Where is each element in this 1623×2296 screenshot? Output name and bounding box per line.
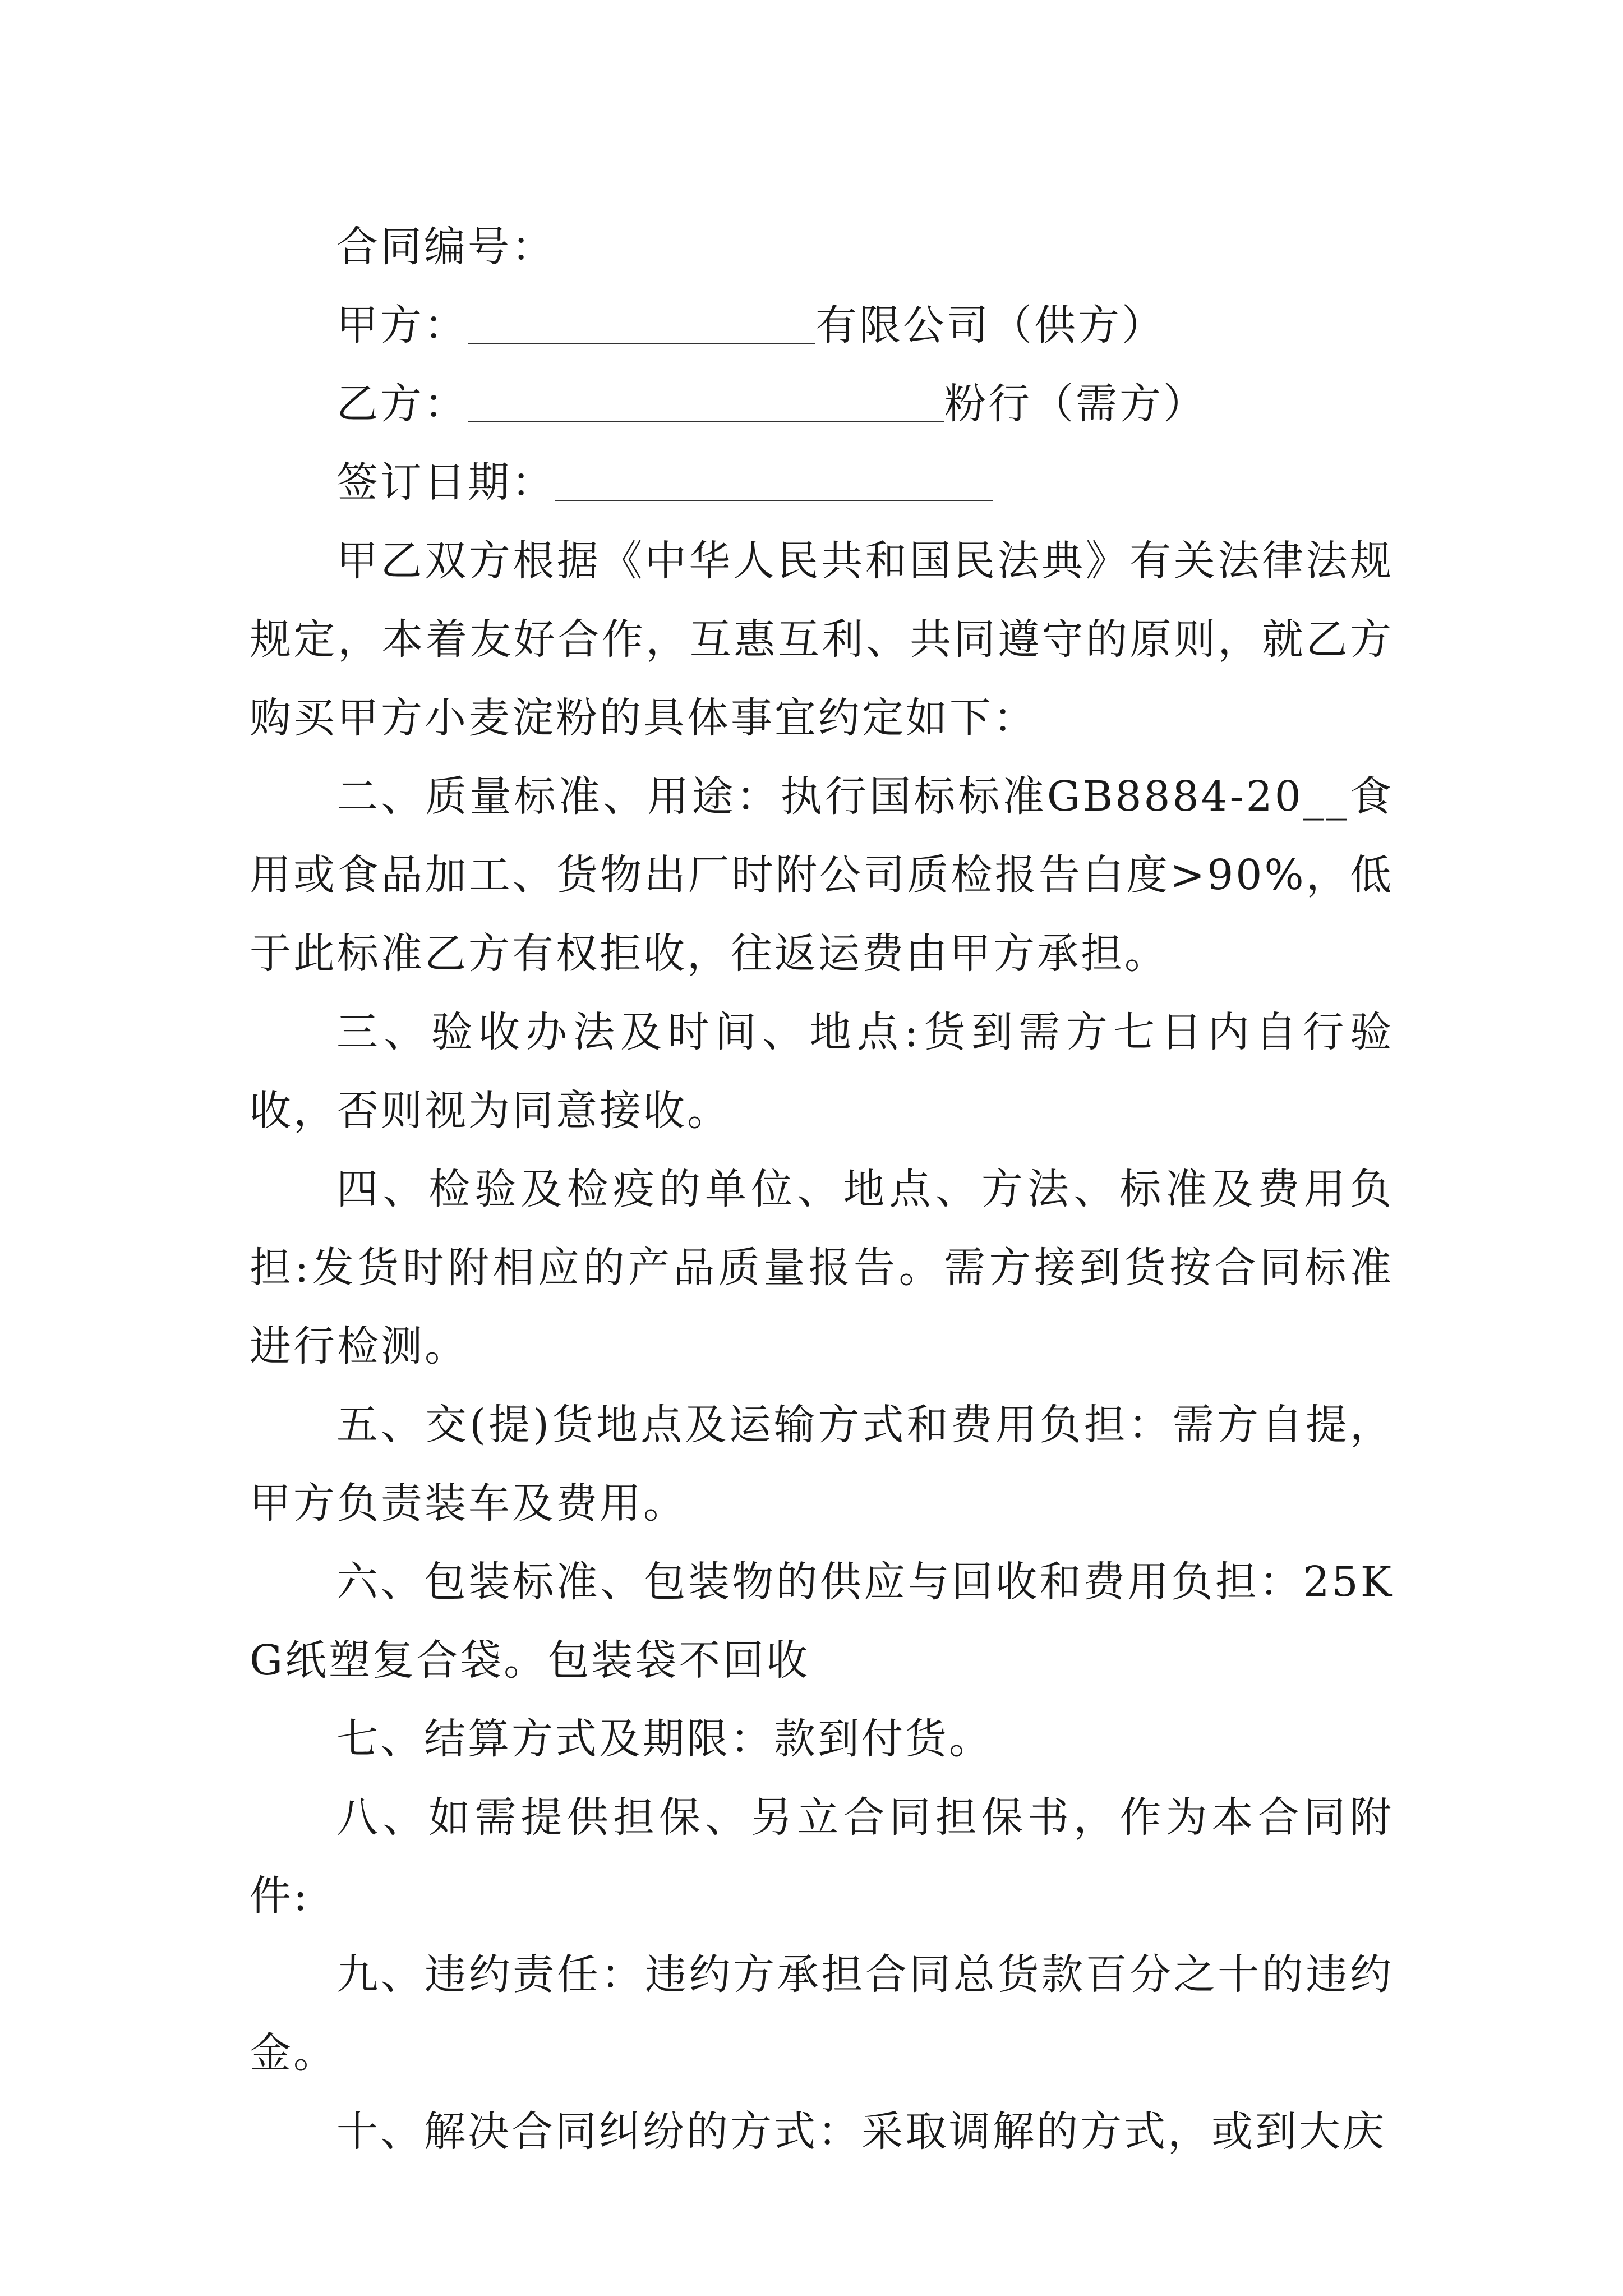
clause-inspection: 四、检验及检疫的单位、地点、方法、标准及费用负担:发货时附相应的产品质量报告。需方接到货按合同标准进行检测。 — [250, 1165, 1394, 1370]
party-b-line — [250, 365, 1394, 443]
contract-body — [250, 208, 1394, 2171]
clause-packaging: 六、包装标准、包装物的供应与回收和费用负担：25KG纸塑复合袋。包装袋不回收 — [250, 1558, 1394, 1685]
party-b-label: 乙方： — [336, 380, 468, 428]
party-a-line — [250, 286, 1394, 365]
clause-dispute: 十、解决合同纠纷的方式：采取调解的方式，或到大庆 — [336, 2108, 1386, 2156]
sign-date-blank — [555, 461, 993, 501]
clause-guarantee: 八、如需提供担保、另立合同担保书，作为本合同附件: — [250, 1793, 1394, 1920]
clause-acceptance: 三、验收办法及时间、地点:货到需方七日内自行验收，否则视为同意接收。 — [250, 1008, 1394, 1135]
intro-paragraph: 甲乙双方根据《中华人民共和国民法典》有关法律法规规定，本着友好合作，互惠互利、共同遵守的原则，就乙方购买甲方小麦淀粉的具体事宜约定如下： — [250, 537, 1394, 742]
party-a-blank — [468, 303, 815, 344]
sign-date-label: 签订日期： — [336, 458, 555, 507]
party-b-suffix: 粉行（需方） — [944, 380, 1207, 428]
contract-number-line — [250, 208, 1394, 286]
party-a-label: 甲方： — [336, 301, 468, 349]
clause-delivery: 五、交(提)货地点及运输方式和费用负担：需方自提，甲方负责装车及费用。 — [250, 1401, 1394, 1527]
party-a-suffix: 有限公司（供方） — [815, 301, 1165, 349]
contract-number-label: 合同编号： — [336, 223, 555, 271]
clause-quality-standard: 二、质量标准、用途：执行国标标准GB8884-20__食用或食品加工、货物出厂时附公司质检报告白度>90%，低于此标准乙方有权拒收，往返运费由甲方承担。 — [250, 772, 1394, 978]
clause-liability: 九、违约责任：违约方承担合同总货款百分之十的违约金。 — [250, 1950, 1394, 2077]
sign-date-line — [250, 443, 1394, 522]
party-b-blank — [468, 382, 944, 422]
clause-settlement: 七、结算方式及期限：款到付货。 — [336, 1715, 993, 1763]
